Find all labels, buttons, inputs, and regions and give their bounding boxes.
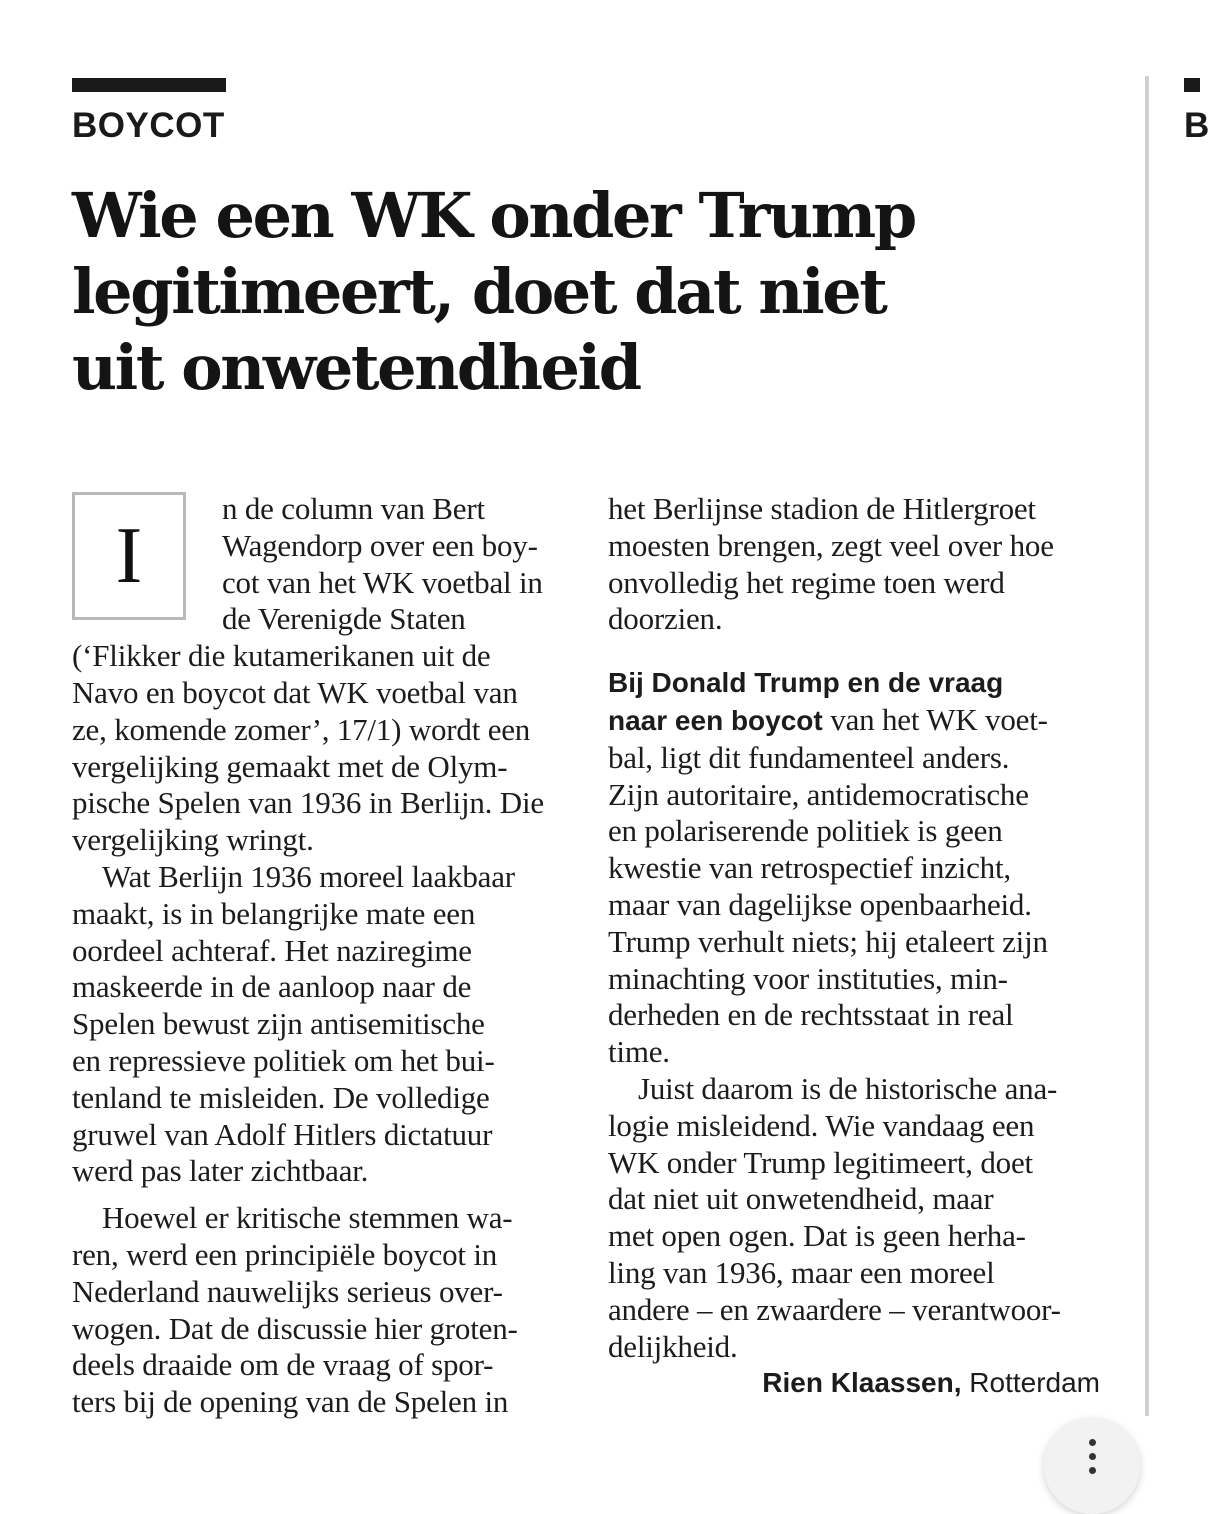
body-line xyxy=(608,702,1100,740)
body-line: Navo en boycot dat WK voetbal van xyxy=(72,674,518,710)
body-line: cot van het WK voetbal in xyxy=(222,564,543,600)
body-line: Juist daarom is de historische ana- xyxy=(638,1070,1058,1106)
body-line: onvolledig het regime toen werd xyxy=(608,564,1005,600)
body-line: minachting voor instituties, min- xyxy=(608,960,1008,996)
body-line: en repressieve politiek om het bui- xyxy=(72,1042,495,1078)
body-line: Spelen bewust zijn antisemitische xyxy=(72,1006,485,1042)
body-line: Wat Berlijn 1936 moreel laakbaar xyxy=(102,858,515,894)
lead-in-bold: Bij Donald Trump en de vraag xyxy=(608,667,1004,699)
author-signature xyxy=(608,1365,1100,1402)
next-article-bar xyxy=(1184,78,1200,92)
body-line: (‘Flikker die kutamerikanen uit de xyxy=(72,638,491,674)
body-line: delijkheid. xyxy=(608,1328,738,1364)
next-article-kicker: B xyxy=(1184,106,1209,145)
body-line: en polariserende politiek is geen xyxy=(608,813,1003,849)
body-line: Hoewel er kritische stemmen wa- xyxy=(102,1200,513,1236)
body-line xyxy=(608,664,1100,702)
body-line: kwestie van retrospectief inzicht, xyxy=(608,850,1011,886)
body-line: doorzien. xyxy=(608,601,723,637)
body-line: werd pas later zichtbaar. xyxy=(72,1153,369,1189)
article-headline xyxy=(72,178,972,406)
body-line: oordeel achteraf. Het naziregime xyxy=(72,932,472,968)
body-line: Zijn autoritaire, antidemocratische xyxy=(608,776,1029,812)
body-line: moesten brengen, zegt veel over hoe xyxy=(608,527,1054,563)
headline-line: Wie een WK onder Trump xyxy=(72,179,915,252)
body-line: WK onder Trump legitimeert, doet xyxy=(608,1144,1033,1180)
body-line: andere – en zwaardere – verantwoor- xyxy=(608,1291,1061,1327)
body-column-left xyxy=(72,491,567,1421)
body-line: ters bij de opening van de Spelen in xyxy=(72,1384,509,1420)
body-line: tenland te misleiden. De volledige xyxy=(72,1079,490,1115)
body-line: Trump verhult niets; hij etaleert zijn xyxy=(608,923,1048,959)
body-line: gruwel van Adolf Hitlers dictatuur xyxy=(72,1116,493,1152)
body-line: wogen. Dat de discussie hier groten- xyxy=(72,1310,518,1346)
section-bar xyxy=(72,78,226,92)
body-line: ling van 1936, maar een moreel xyxy=(608,1254,995,1290)
body-line: ren, werd een principiële boycot in xyxy=(72,1236,498,1272)
body-line: vergelijking gemaakt met de Olym- xyxy=(72,748,508,784)
body-line: Wagendorp over een boy- xyxy=(222,527,538,563)
headline-line: uit onwetendheid xyxy=(72,331,640,404)
body-line: pische Spelen van 1936 in Berlijn. Die xyxy=(72,785,544,821)
body-line: time. xyxy=(608,1034,670,1070)
body-line: maakt, is in belangrijke mate een xyxy=(72,895,476,931)
body-line: maar van dagelijkse openbaarheid. xyxy=(608,886,1032,922)
body-line: de Verenigde Staten xyxy=(222,601,466,637)
body-line: maskeerde in de aanloop naar de xyxy=(72,969,472,1005)
body-line: derheden en de rechtsstaat in real xyxy=(608,997,1014,1033)
drop-cap: I xyxy=(72,492,186,620)
body-line: bal, ligt dit fundamenteel anders. xyxy=(608,739,1010,775)
more-options-button[interactable] xyxy=(1044,1418,1140,1514)
body-line: met open ogen. Dat is geen herha- xyxy=(608,1218,1026,1254)
more-vertical-icon xyxy=(1089,1439,1096,1474)
body-column-right xyxy=(608,491,1100,1402)
body-line: deels draaide om de vraag of spor- xyxy=(72,1347,494,1383)
author-city: Rotterdam xyxy=(961,1367,1100,1399)
column-divider xyxy=(1145,76,1149,1416)
lead-in-bold: naar een boycot xyxy=(608,704,823,736)
body-line: Nederland nauwelijks serieus over- xyxy=(72,1273,503,1309)
author-name: Rien Klaassen, xyxy=(762,1367,962,1399)
body-line: ze, komende zomer’, 17/1) wordt een xyxy=(72,711,531,747)
body-line: vergelijking wringt. xyxy=(72,822,314,858)
body-line: het Berlijnse stadion de Hitlergroet xyxy=(608,491,1036,526)
body-line: dat niet uit onwetendheid, maar xyxy=(608,1181,994,1217)
section-kicker: BOYCOT xyxy=(72,106,225,145)
lead-in-rest: van het WK voet- xyxy=(822,701,1048,737)
headline-line: legitimeert, doet dat niet xyxy=(72,255,886,328)
body-line: logie misleidend. Wie vandaag een xyxy=(608,1107,1035,1143)
body-line: n de column van Bert xyxy=(222,491,485,526)
